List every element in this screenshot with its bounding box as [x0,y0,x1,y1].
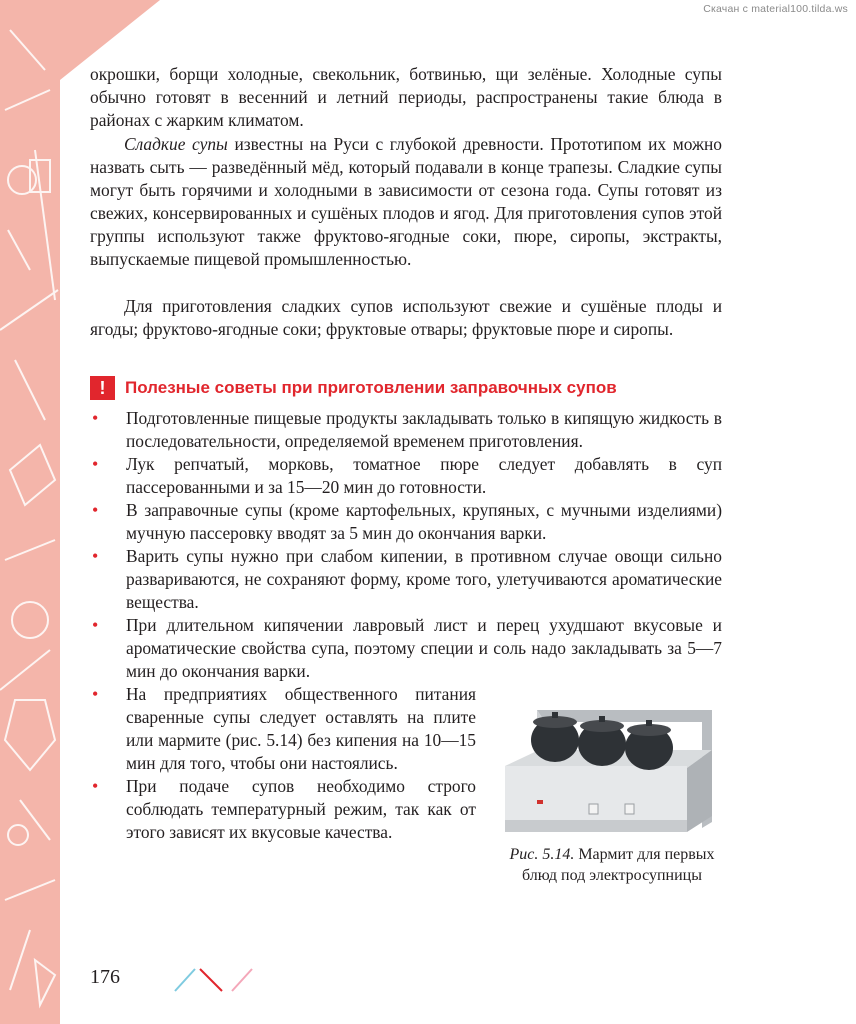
term-sweet-soups: Сладкие супы [124,134,228,154]
bullet-icon: • [92,546,99,566]
list-item: • На предприятиях общественного питания сваренные супы следует оставлять на плите или мармите (рис. 5.14) без кипения на 10—15 мин для того, чтобы они настоялись. [92,684,476,773]
tips-heading [90,375,730,401]
page-decoration-lines [170,965,260,995]
page-number: 176 [90,966,120,988]
bullet-icon: • [92,454,99,474]
list-item: • При подаче супов необходимо строго соблюдать температурный режим, так как от этого зависят их вкусовые качества. [92,776,476,842]
figure-caption [497,844,727,886]
list-item: • При длительном кипячении лавровый лист и перец ухудшают вкусовые и ароматические свойства супа, поэтому специи и соль надо закладывать за 5—7 мин до окончания варки. [92,615,722,681]
watermark: Скачан с material100.tilda.ws [703,3,848,15]
marmite-image [497,700,727,840]
tips-title: Полезные советы при приготовлении заправочных супов [125,378,617,397]
list-item: • В заправочные супы (кроме картофельных, крупяных, с мучными изделиями) мучную пассеровку вводят за 5 мин до окончания варки. [92,500,722,543]
paragraph-cold-soups: окрошки, борщи холодные, свекольник, ботвинью, щи зелёные. Холодные супы обычно готовят в весенний и летний периоды, распространены такие блюда в районах с жарким климатом. [90,64,722,130]
body-text [90,63,722,132]
bullet-icon: • [92,615,99,635]
bullet-icon: • [92,776,99,796]
paragraph-sweet-soups-text: известны на Руси с глубокой древности. Прототипом их можно назвать сыть — разведённый мёд, который подавали в конце трапезы. Сладкие супы могут быть горячими и холодными в зависимости от сезона года. Супы готовят из свежих, консервированных и сушёных плодов и ягод. Для приготовления супов этой группы используют также фруктово-ягодные соки, пюре, сиропы, экстракты, выпускаемые пищевой промышленностью. [90,134,723,269]
bullet-icon: • [92,500,99,520]
figure-caption-text: Мармит для первых блюд под электросупницы [522,846,715,884]
bullet-icon: • [92,684,99,704]
paragraph-ingredients: Для приготовления сладких супов используют свежие и сушёные плоды и ягоды; фруктово-ягодные соки; фруктовые отвары; фруктовые пюре и сиропы. [90,296,722,339]
bullet-icon: • [92,408,99,428]
list-item: • Лук репчатый, морковь, томатное пюре следует добавлять в суп пассерованными и за 15—20 мин до готовности. [92,454,722,497]
sweet-soups-section [90,133,722,271]
paragraph-sweet-soups [90,133,722,271]
list-item: • Варить супы нужно при слабом кипении, в противном случае овощи сильно развариваются, не сохраняют форму, кроме того, улетучиваются ароматические вещества. [92,546,722,612]
sweet-soups-ingredients [90,295,722,341]
list-item: • Подготовленные пищевые продукты закладывать только в кипящую жидкость в последовательности, определяемой временем приготовления. [92,408,722,451]
figure-number: Рис. 5.14. [509,846,575,863]
figure-marmite [497,700,727,886]
exclamation-icon: ! [90,376,115,400]
